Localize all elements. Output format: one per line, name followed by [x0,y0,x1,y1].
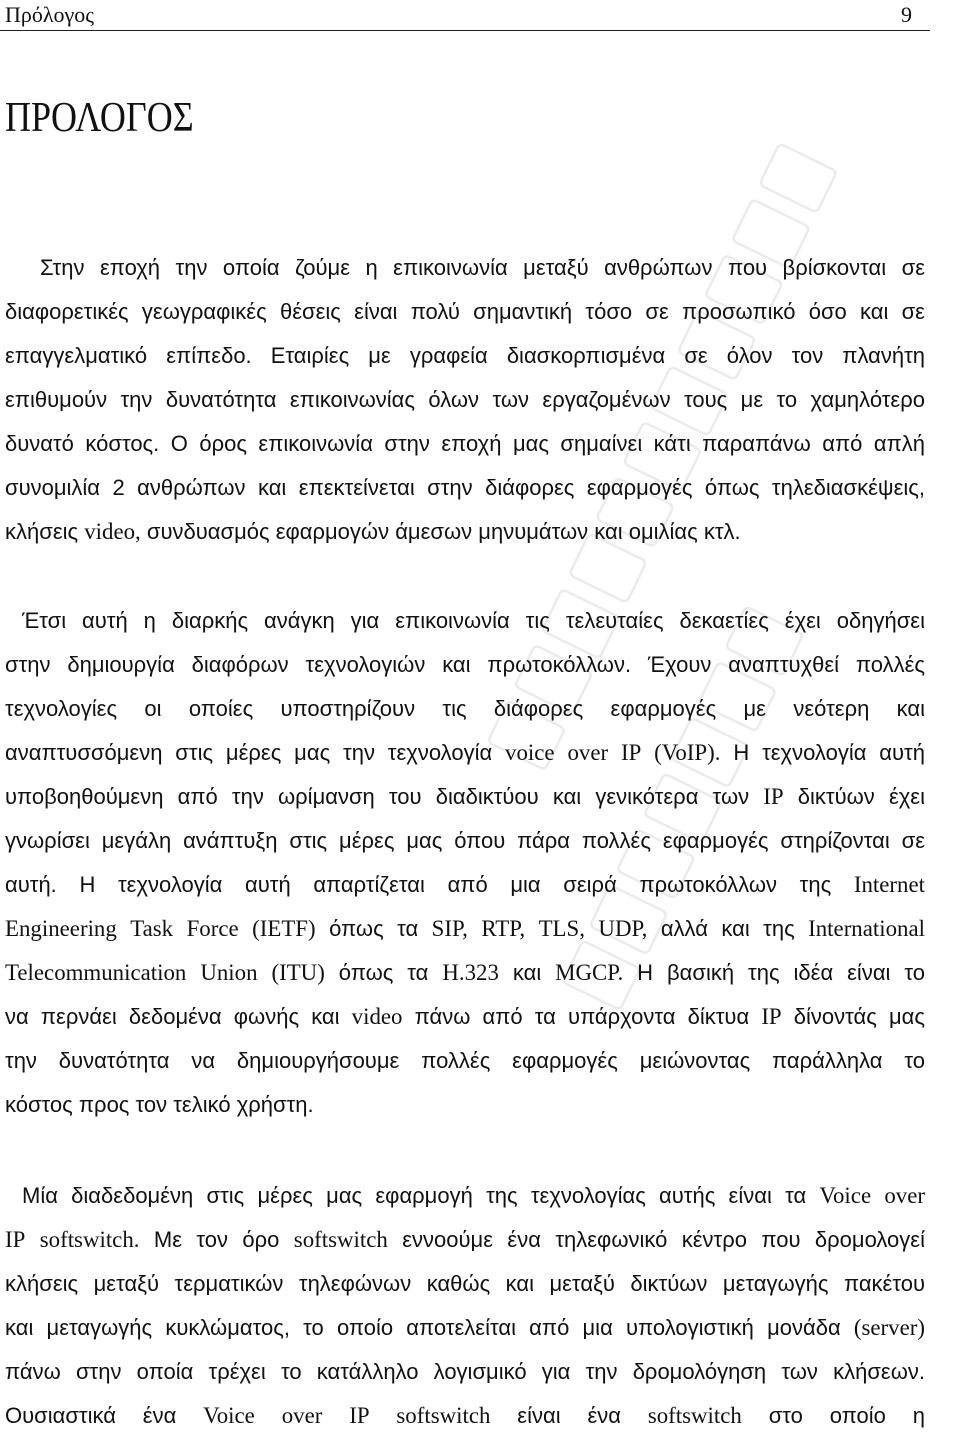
latin-run: softswitch [647,1403,742,1428]
latin-run: Engineering [5,916,117,941]
latin-run: Task [130,916,174,941]
text-line [5,650,925,680]
text-line [5,606,925,636]
latin-run: softswitch [293,1227,388,1252]
latin-run: Union [200,960,258,985]
line-text: Μία διαδεδομένη στις μέρες μας εφαρμογή της τεχνολογίας αυτής είναι τα Voice over [22,1183,925,1208]
line-text: Έτσι αυτή η διαρκής ανάγκη για επικοινωνία τις τελευταίες δεκαετίες έχει οδηγήσει [22,608,925,633]
line-text: κλήσεις μεταξύ τερματικών τηλεφώνων καθώς και μεταξύ δικτύων μεταγωγής πακέτου [5,1271,925,1296]
line-text: Στην εποχή την οποία ζούμε η επικοινωνία μεταξύ ανθρώπων που βρίσκονται σε [40,255,925,280]
line-text: την δυνατότητα να δημιουργήσουμε πολλές εφαρμογές μειώνοντας παράλληλα το [5,1048,925,1073]
text-line [5,385,925,415]
paragraph [5,606,925,1120]
text-line [5,694,925,724]
latin-run: UDP, [598,916,648,941]
latin-run: IP [5,1227,26,1252]
line-text: γνωρίσει μεγάλη ανάπτυξη στις μέρες μας όπου πάρα πολλές εφαρμογές στηρίζονται σε [5,828,925,853]
latin-run: over [281,1403,323,1428]
latin-run: softswitch [396,1403,491,1428]
latin-run: IP [763,784,784,809]
latin-run: H.323 [442,960,499,985]
line-text: συνομιλία 2 ανθρώπων και επεκτείνεται στην διάφορες εφαρμογές όπως τηλεδιασκέψεις, [5,475,925,500]
latin-run: IP [761,1004,782,1029]
paragraph [5,253,925,547]
line-text: πάνω στην οποία τρέχει το κατάλληλο λογισμικό για την δρομολόγηση των κλήσεων. [5,1359,925,1384]
line-text: να περνάει δεδομένα φωνής και video πάνω από τα υπάρχοντα δίκτυα IP δίνοντάς μας [5,1004,925,1029]
text-line [5,341,925,371]
line-text: και μεταγωγής κυκλώματος, το οποίο αποτελείται από μια υπολογιστική μονάδα (server) [5,1315,925,1340]
text-line [5,958,925,988]
text-line [5,738,925,768]
text-line [5,297,925,327]
text-line [5,914,925,944]
line-text: επαγγελματικό επίπεδο. Εταιρίες με γραφεία διασκορπισμένα σε όλον τον πλανήτη [5,343,925,368]
line-text: κλήσεις video, συνδυασμός εφαρμογών άμεσων μηνυμάτων και ομιλίας κτλ. [5,519,741,544]
text-line [5,870,925,900]
text-line [5,517,925,547]
latin-run: over [567,740,609,765]
text-line [5,1046,925,1076]
latin-run: video, [84,519,141,544]
text-line [5,1401,925,1431]
line-text: διαφορετικές γεωγραφικές θέσεις είναι πολύ σημαντική τόσο σε προσωπικό όσο και σε [5,299,925,324]
text-line [5,253,925,283]
paragraph [5,1181,925,1431]
latin-run: over [884,1183,925,1208]
latin-run: (VoIP). [654,740,721,765]
watermark-glyph [759,143,837,212]
latin-run: video [351,1004,403,1029]
latin-run: TLS, [538,916,585,941]
latin-run: Internet [853,872,925,897]
chapter-name: Πρόλογος [5,2,94,27]
line-text: επιθυμούν την δυνατότητα επικοινωνίας όλων των εργαζομένων τους με το χαμηλότερο [5,387,925,412]
latin-run: Telecommunication [5,960,187,985]
line-text: κόστος προς τον τελικό χρήστη. [5,1092,314,1117]
line-text: IP softswitch. Με τον όρο softswitch εννοούμε ένα τηλεφωνικό κέντρο που δρομολογεί [5,1227,925,1252]
text-line [5,1181,925,1211]
line-text: δυνατό κόστος. Ο όρος επικοινωνία στην εποχή μας σημαίνει κάτι παραπάνω από απλή [5,431,925,456]
line-text: αυτή. Η τεχνολογία αυτή απαρτίζεται από μια σειρά πρωτοκόλλων της Internet [5,872,925,897]
line-text: υποβοηθούμενη από την ωρίμανση του διαδικτύου και γενικότερα των IP δικτύων έχει [5,784,925,809]
line-text: Telecommunication Union (ITU) όπως τα H.323 και MGCP. Η βασική της ιδέα είναι το [5,960,925,985]
latin-run: International [808,916,925,941]
line-text: τεχνολογίες οι οποίες υποστηρίζουν τις διάφορες εφαρμογές με νεότερη και [5,696,925,721]
latin-run: softswitch. [39,1227,140,1252]
text-line [5,826,925,856]
text-line [5,473,925,503]
text-line [5,1357,925,1387]
latin-run: RTP, [481,916,526,941]
text-line [5,429,925,459]
running-header [0,0,930,31]
latin-run: IP [620,740,642,765]
text-line [5,1313,925,1343]
page-title: ΠΡΟΛΟΓΟΣ [5,93,194,141]
latin-run: (ITU) [271,960,325,985]
line-text: Ουσιαστικά ένα Voice over IP softswitch είναι ένα softswitch στο οποίο η [5,1403,925,1428]
latin-run: voice [505,740,555,765]
text-line [5,1225,925,1255]
line-text: Engineering Task Force (IETF) όπως τα SIP, RTP, TLS, UDP, αλλά και της International [5,916,925,941]
latin-run: Voice [819,1183,872,1208]
line-text: αναπτυσσόμενη στις μέρες μας την τεχνολογία voice over IP (VoIP). Η τεχνολογία αυτή [5,740,925,765]
latin-run: (server) [853,1315,925,1340]
latin-run: SIP, [431,916,468,941]
latin-run: (IETF) [252,916,316,941]
line-text: στην δημιουργία διαφόρων τεχνολογιών και πρωτοκόλλων. Έχουν αναπτυχθεί πολλές [5,652,925,677]
latin-run: Force [186,916,239,941]
text-line [5,1269,925,1299]
text-line [5,782,925,812]
latin-run: MGCP. [555,960,624,985]
latin-run: IP [349,1403,370,1428]
latin-run: Voice [203,1403,255,1428]
page-number: 9 [901,2,912,27]
text-line [5,1090,925,1120]
text-line [5,1002,925,1032]
